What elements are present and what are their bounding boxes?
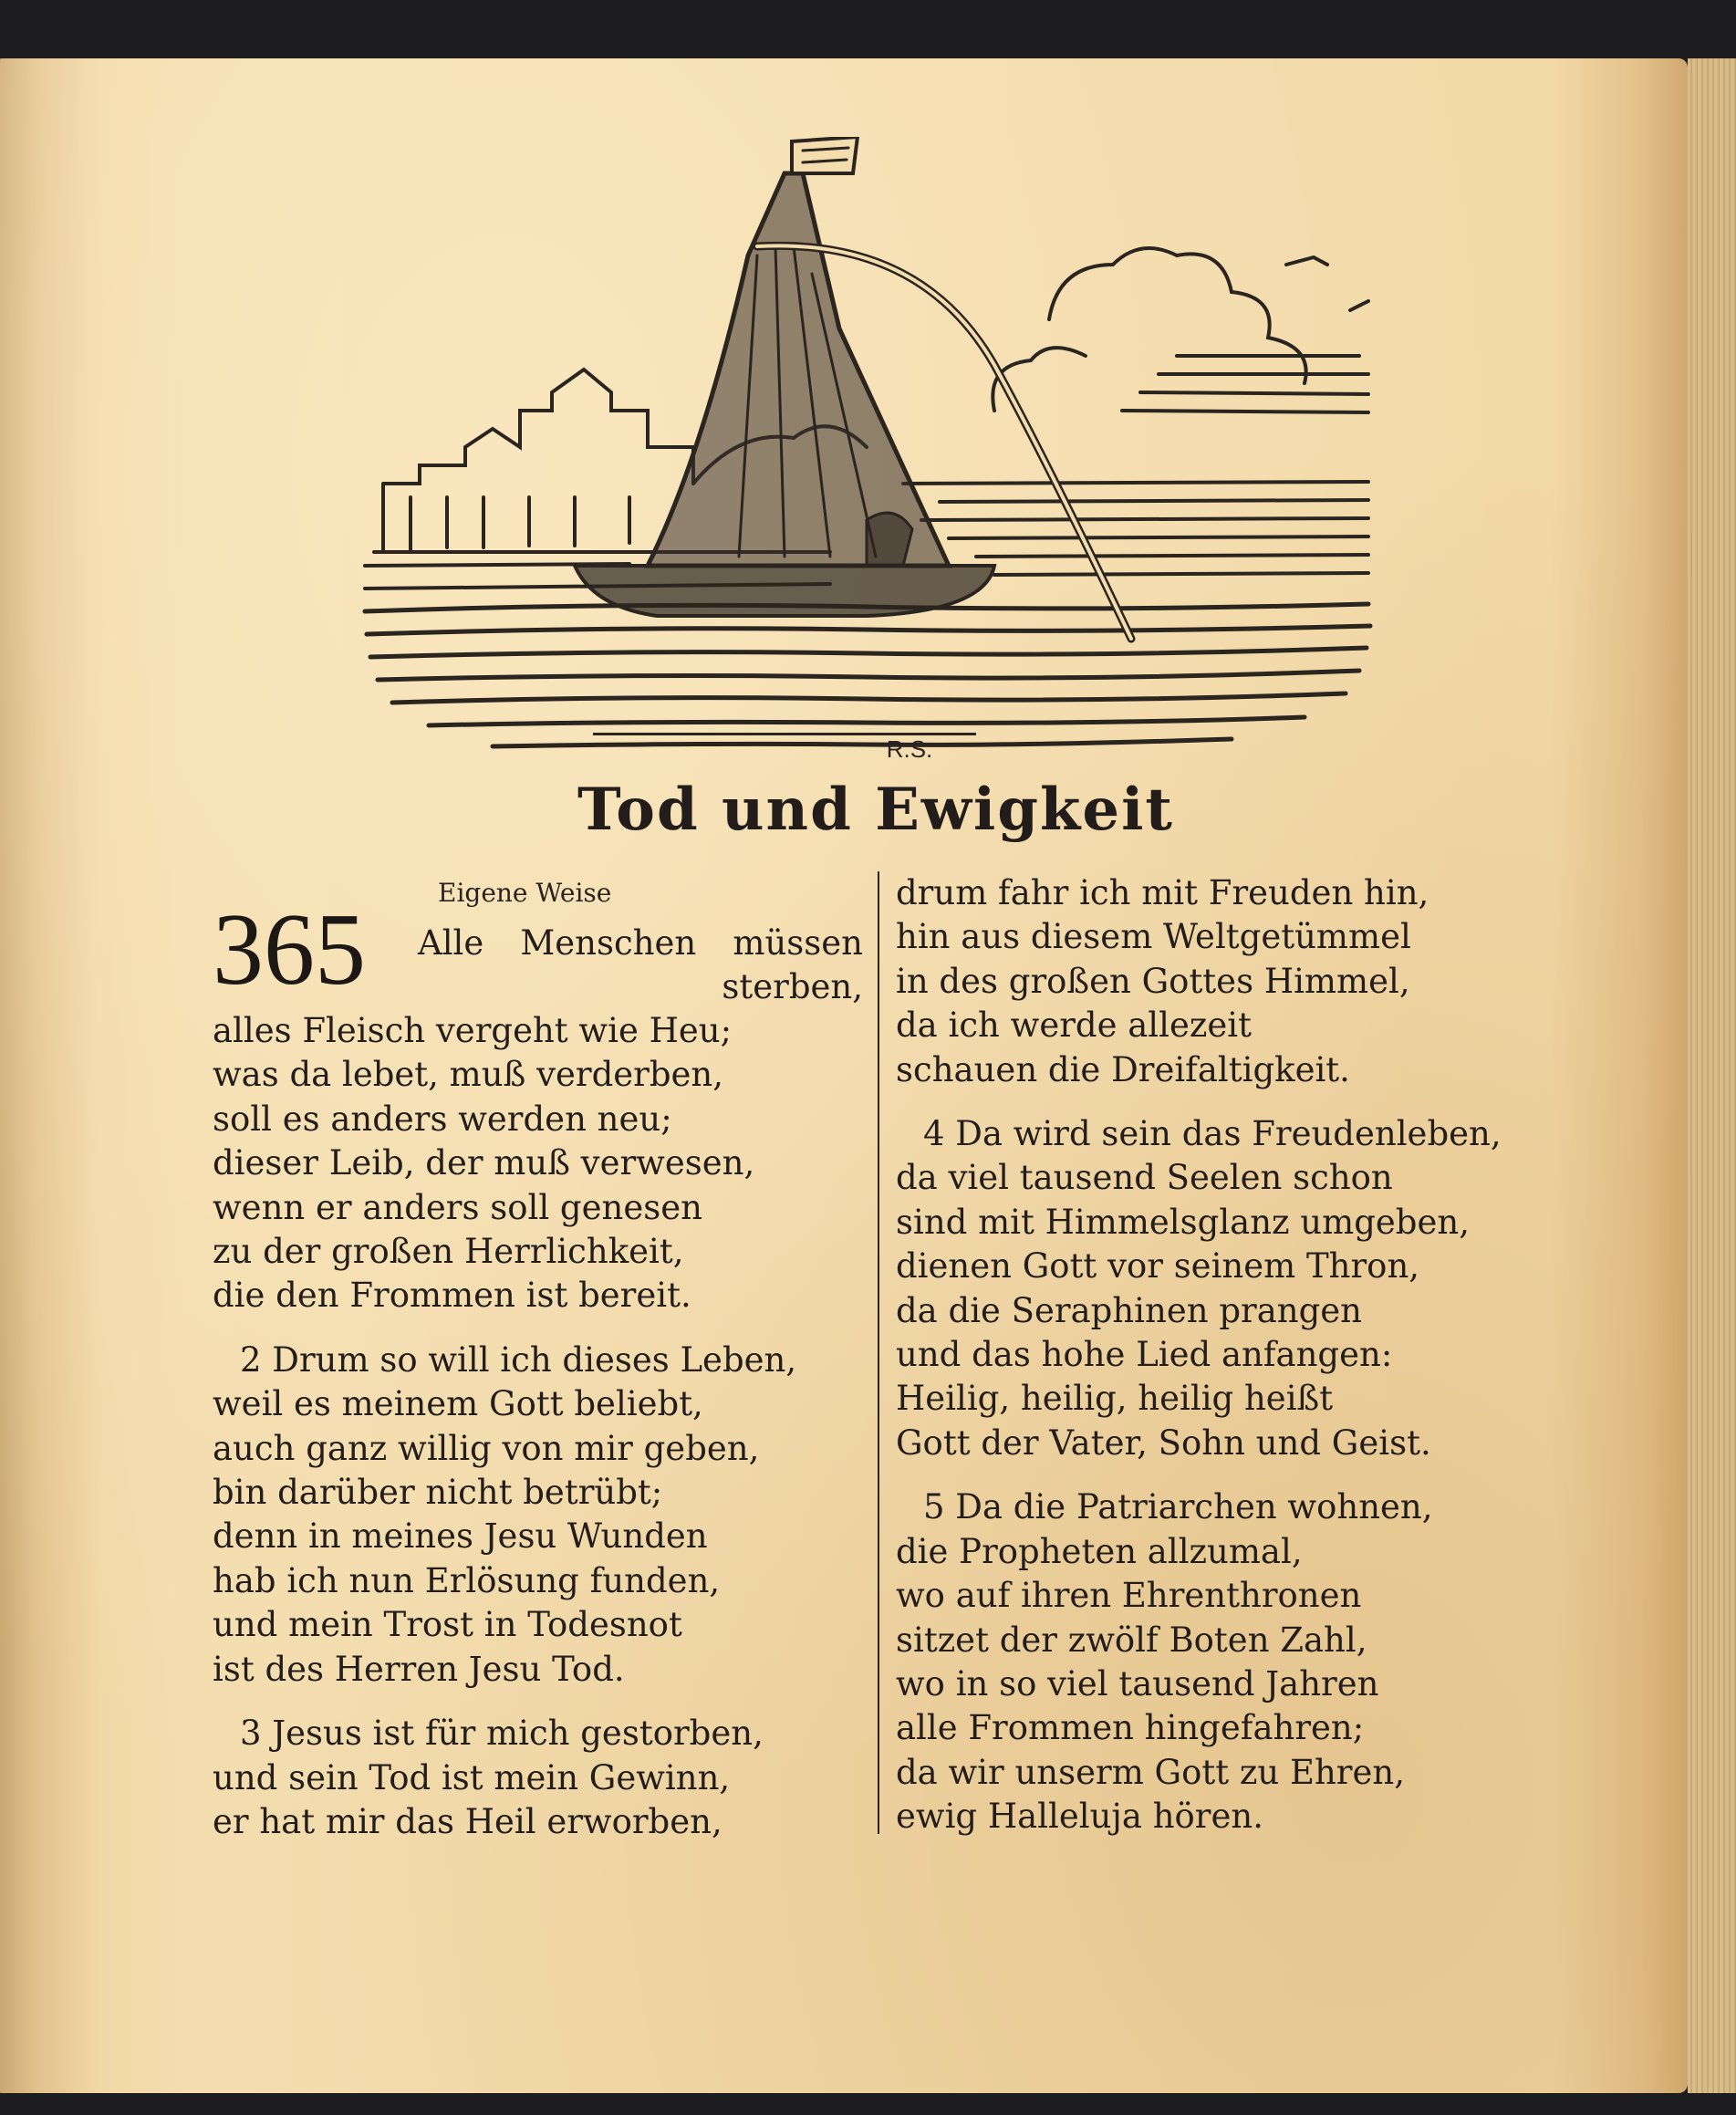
verse-line: auch ganz willig von mir geben, [213, 1428, 760, 1468]
illustrator-signature: R.S. [886, 735, 933, 763]
verse-line: sterben, [722, 967, 863, 1007]
verse-line: da viel tausend Seelen schon [896, 1158, 1393, 1198]
verse-line: ist des Herren Jesu Tod. [213, 1649, 625, 1689]
verse-line: hab ich nun Erlösung funden, [213, 1560, 721, 1600]
verse-line: da wir unserm Gott zu Ehren, [896, 1752, 1405, 1792]
verse-line: wo in so viel tausend Jahren [896, 1663, 1379, 1703]
hymn-first-line [418, 922, 863, 1010]
verse-line: was da lebet, muß verderben, [213, 1055, 724, 1095]
verse-line: 3 Jesus ist für mich gestorben, [240, 1714, 764, 1754]
verse-line: zu der großen Herrlichkeit, [213, 1232, 684, 1272]
verse-line: und das hohe Lied anfangen: [896, 1335, 1393, 1375]
verse-line: da ich werde allezeit [896, 1005, 1252, 1046]
verse-line: die den Frommen ist bereit. [213, 1276, 691, 1316]
stanza-2 [213, 1339, 865, 1692]
stanza-3-start [213, 1712, 865, 1844]
verse-line: 2 Drum so will ich dieses Leben, [240, 1339, 797, 1380]
hymn-number: 365 [213, 893, 366, 1006]
verse-line: schauen die Dreifaltigkeit. [896, 1049, 1350, 1089]
verse-line: bin darüber nicht betrübt; [213, 1473, 663, 1513]
verse-line: 4 Da wird sein das Freudenleben, [923, 1114, 1502, 1154]
verse-line: wo auf ihren Ehrenthronen [896, 1576, 1362, 1616]
verse-line: denn in meines Jesu Wunden [213, 1516, 708, 1557]
verse-line: und mein Trost in Todesnot [213, 1605, 682, 1645]
stanza-5 [896, 1485, 1553, 1839]
verse-line: Heilig, heilig, heilig heißt [896, 1379, 1334, 1419]
left-column [213, 1009, 865, 1844]
verse-line: hin aus diesem Weltgetümmel [896, 917, 1411, 957]
verse-line: da die Seraphinen prangen [896, 1290, 1363, 1330]
verse-line: drum fahr ich mit Freuden hin, [896, 873, 1429, 912]
verse-line: soll es anders werden neu; [213, 1099, 672, 1139]
stanza-4 [896, 1112, 1553, 1465]
right-column [896, 871, 1553, 1839]
verse-line: in des großen Gottes Himmel, [896, 961, 1410, 1001]
melody-note: Eigene Weise [438, 878, 612, 908]
verse-line: und sein Tod ist mein Gewinn, [213, 1757, 731, 1797]
verse-line: sind mit Himmelsglanz umgeben, [896, 1202, 1470, 1242]
verse-line: Alle Menschen müssen [418, 923, 863, 963]
verse-line: 5 Da die Patriarchen wohnen, [923, 1487, 1433, 1527]
verse-line: dienen Gott vor seinem Thron, [896, 1246, 1420, 1287]
verse-line: weil es meinem Gott beliebt, [213, 1384, 703, 1424]
verse-line: Gott der Vater, Sohn und Geist. [896, 1422, 1431, 1463]
verse-line: alle Frommen hingefahren; [896, 1708, 1365, 1748]
verse-line: alles Fleisch vergeht wie Heu; [213, 1011, 733, 1050]
section-title: Tod und Ewigkeit [577, 776, 1174, 844]
verse-line: er hat mir das Heil erworben, [213, 1801, 722, 1841]
sailboat-harbor-woodcut-icon [356, 137, 1387, 757]
verse-line: die Propheten allzumal, [896, 1531, 1303, 1571]
verse-line: dieser Leib, der muß verwesen, [213, 1143, 755, 1183]
stanza-3-end [896, 871, 1553, 1092]
verse-line: ewig Halleluja hören. [896, 1797, 1263, 1837]
verse-line: wenn er anders soll genesen [213, 1187, 702, 1227]
page-edges [1688, 58, 1736, 2093]
column-divider [878, 871, 879, 1834]
stanza-1 [213, 1009, 865, 1318]
verse-line: sitzet der zwölf Boten Zahl, [896, 1620, 1367, 1660]
